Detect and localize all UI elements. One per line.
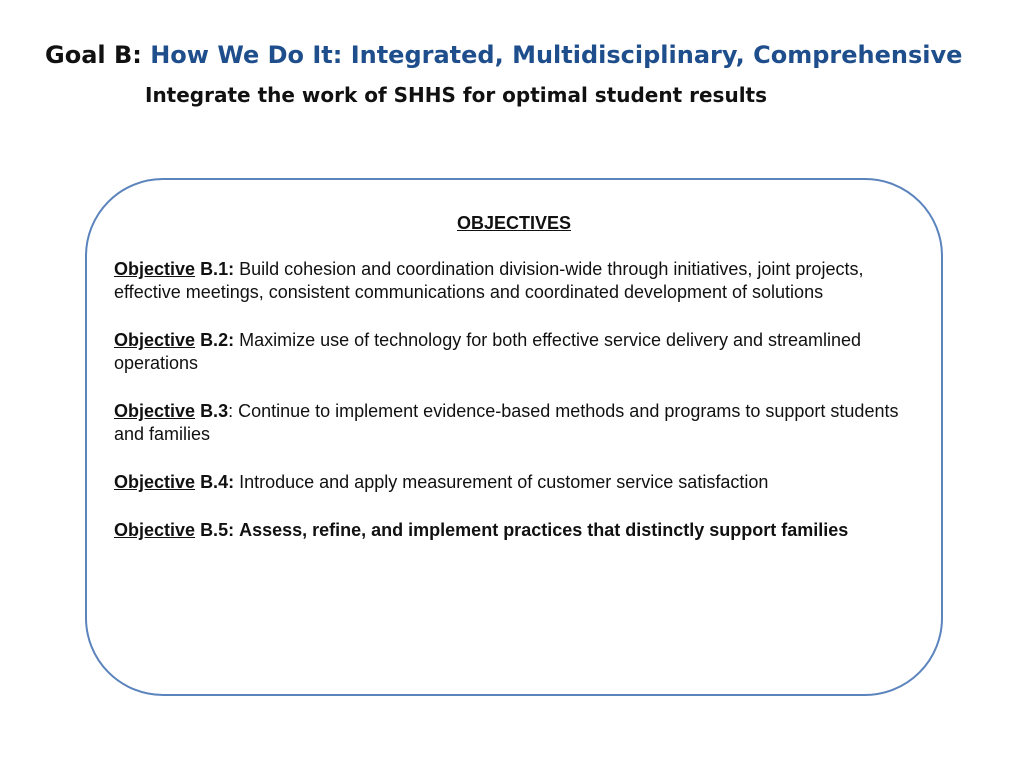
- objective-label: Objective: [114, 330, 196, 350]
- objective-code: B.1:: [200, 259, 235, 279]
- objective-code: B.3: [200, 401, 229, 421]
- objectives-box: [85, 178, 943, 696]
- objective-b2: [114, 329, 924, 375]
- objective-label: Objective: [114, 259, 196, 279]
- objective-text: Build cohesion and coordination division-wide through initiatives, joint projects, effective meetings, consistent communications and coordinated development of solutions: [114, 259, 864, 302]
- objective-text: : Continue to implement evidence-based methods and programs to support students and families: [114, 401, 899, 444]
- objective-label: Objective: [114, 472, 196, 492]
- page-subtitle: Integrate the work of SHHS for optimal student results: [145, 83, 768, 107]
- objective-b1: [114, 258, 924, 304]
- goal-prefix: Goal B:: [45, 41, 142, 69]
- page-title: [45, 38, 962, 72]
- goal-title: How We Do It: Integrated, Multidisciplinary, Comprehensive: [150, 41, 963, 69]
- objective-label: Objective: [114, 520, 196, 540]
- objective-code: B.5:: [200, 520, 235, 540]
- objectives-heading: OBJECTIVES: [456, 213, 572, 233]
- objective-text: Maximize use of technology for both effective service delivery and streamlined operations: [114, 330, 862, 373]
- objective-b3: [114, 400, 924, 446]
- objective-code: B.2:: [200, 330, 235, 350]
- objective-text: Assess, refine, and implement practices that distinctly support families: [239, 520, 849, 540]
- objective-label: Objective: [114, 401, 196, 421]
- objective-text: Introduce and apply measurement of customer service satisfaction: [239, 472, 769, 492]
- objective-b5: [114, 519, 924, 542]
- objective-code: B.4:: [200, 472, 235, 492]
- objective-b4: [114, 471, 924, 494]
- objectives-list: [114, 258, 924, 567]
